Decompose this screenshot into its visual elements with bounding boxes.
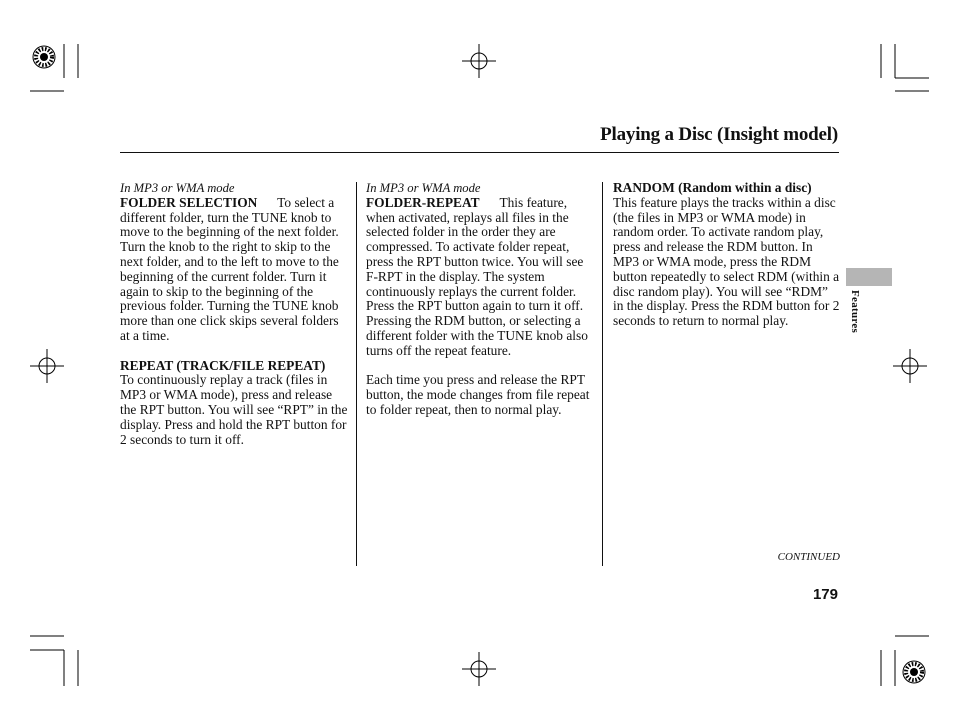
section-heading: RANDOM (Random within a disc) — [613, 180, 812, 195]
section-heading: FOLDER SELECTION — [120, 194, 258, 210]
folder-selection-section — [120, 196, 350, 344]
page-title: Playing a Disc (Insight model) — [600, 124, 838, 145]
page-number: 179 — [812, 586, 838, 603]
section-tab — [846, 268, 892, 286]
section-body: To select a different folder, turn the TUNE knob to move to the beginning of the next folder. Turn the knob to the right to skip to the next folder, and to the left to move to the beginning of the current folder. Turn it again to skip to the beginning of the previous folder. Turning the TUNE knob more than one click skips several folders at a time. — [120, 194, 339, 343]
column-3 — [613, 181, 841, 329]
random-section — [613, 181, 841, 329]
column-divider — [602, 182, 603, 566]
repeat-section — [120, 359, 350, 448]
section-body: This feature plays the tracks within a disc (the files in MP3 or WMA mode) in random order. To activate random play, press and release the RDM button. In MP3 or WMA mode, press the RDM button repeatedly to select RDM (within a disc random play). You will see “RDM” in the display. Press the RDM button for 2 seconds to return to normal play. — [613, 194, 840, 329]
repeat-mode-cycle-text: Each time you press and release the RPT button, the mode changes from file repeat to folder repeat, then to normal play. — [366, 372, 590, 417]
section-body: To continuously replay a track (files in MP3 or WMA mode), press and release the RPT button. You will see “RPT” in the display. Press and hold the RPT button for 2 seconds to turn it off. — [120, 372, 348, 447]
mode-note: In MP3 or WMA mode — [366, 181, 481, 195]
header-rule — [120, 152, 839, 153]
registration-target-top-left — [33, 46, 55, 68]
column-1 — [120, 181, 350, 447]
section-tab-label: Features — [849, 290, 861, 334]
section-heading: REPEAT (TRACK/FILE REPEAT) — [120, 357, 326, 373]
continued-note: CONTINUED — [777, 551, 840, 563]
registration-target-bottom-right — [903, 661, 925, 683]
mode-note: In MP3 or WMA mode — [120, 181, 235, 195]
column-2 — [366, 181, 598, 418]
section-heading: FOLDER-REPEAT — [366, 194, 480, 210]
folder-repeat-section — [366, 196, 598, 359]
section-body: This feature, when activated, replays all files in the selected folder in the order they are compressed. To activate folder repeat, press the RPT button twice. You will see F-RPT in the display. The system continuously replays the current folder. Press the RPT button again to turn it off. Pressing the RDM button, or selecting a different folder with the TUNE knob also turns off the repeat feature. — [366, 194, 588, 358]
column-divider — [356, 182, 357, 566]
